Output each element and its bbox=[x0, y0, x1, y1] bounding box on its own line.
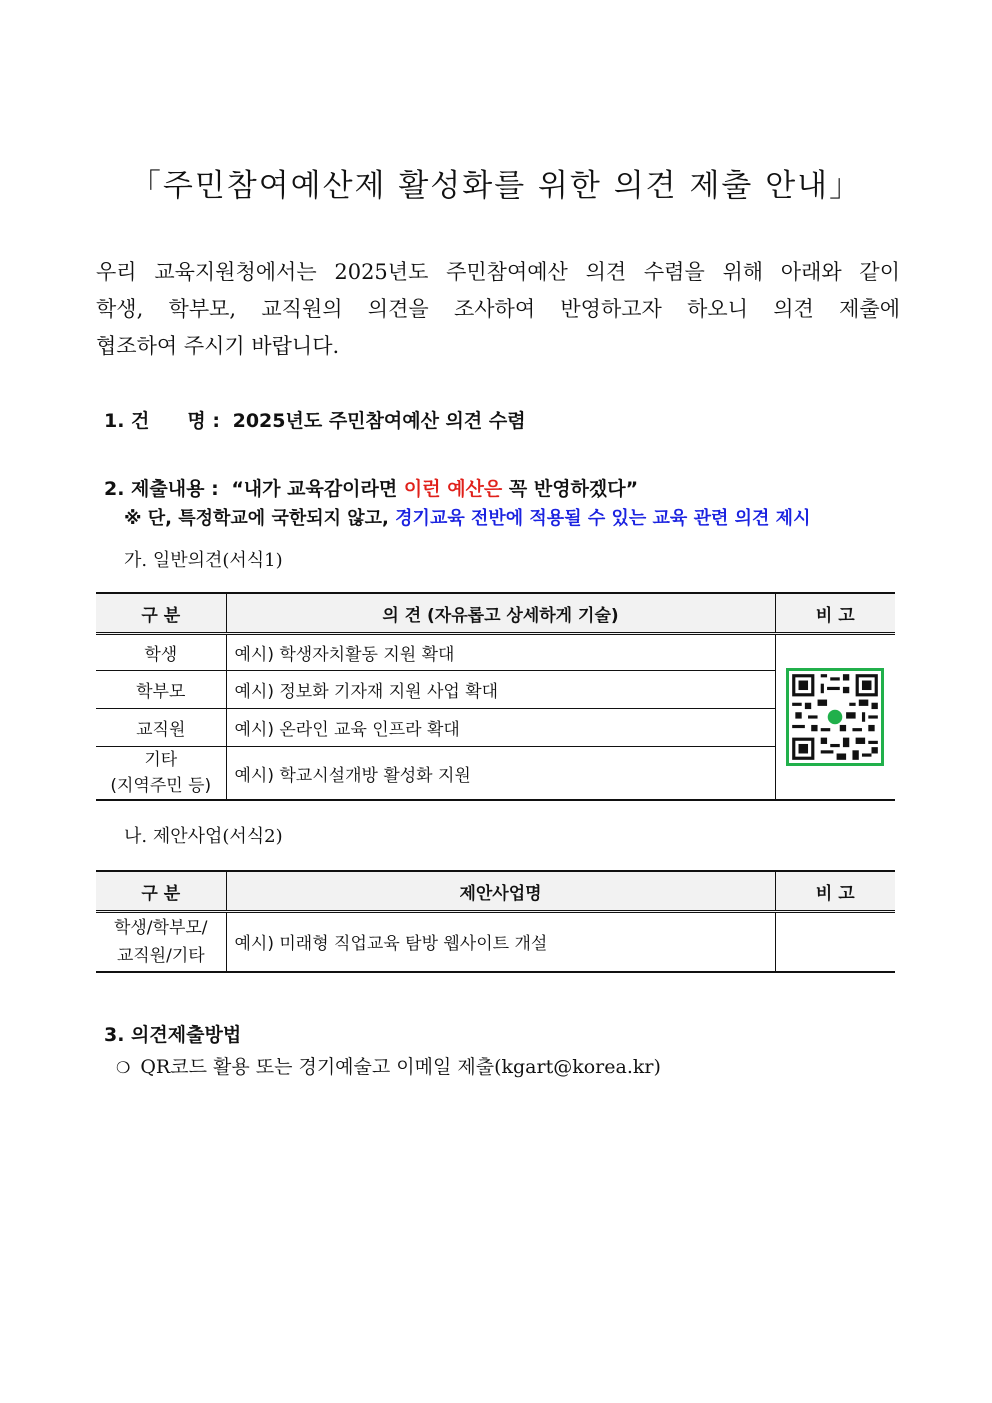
category-line: 교직원/기타 bbox=[116, 945, 205, 966]
note-text: ※ 단, 특정학교에 국한되지 않고, bbox=[124, 508, 396, 529]
section-3: 3. 의견제출방법 bbox=[104, 1024, 242, 1046]
quote-text-end: 꼭 반영하겠다” bbox=[502, 478, 639, 500]
category-line: 학생/학부모/ bbox=[113, 917, 208, 938]
submission-method bbox=[116, 1052, 661, 1079]
section-2 bbox=[104, 474, 638, 501]
section-2-label: 2. 제출내용 : bbox=[104, 478, 219, 500]
remarks-cell bbox=[775, 634, 895, 801]
opinion-cell: 예시) 학교시설개방 활성화 지원 bbox=[226, 747, 775, 801]
section-1-label: 1. 건 명 : bbox=[104, 410, 220, 432]
category-cell: 학부모 bbox=[96, 671, 226, 709]
opinion-cell: 예시) 학생자치활동 지원 확대 bbox=[226, 634, 775, 671]
intro-line: 학생, 학부모, 교직원의 의견을 조사하여 반영하고자 하오니 의견 제출에 bbox=[96, 297, 900, 321]
table-header: 비 고 bbox=[775, 871, 895, 912]
table-row bbox=[96, 912, 895, 972]
opinion-cell: 예시) 온라인 교육 인프라 확대 bbox=[226, 709, 775, 747]
remarks-cell bbox=[775, 912, 895, 972]
table-header: 비 고 bbox=[775, 593, 895, 634]
table-header: 제안사업명 bbox=[226, 871, 775, 912]
table-header: 구 분 bbox=[96, 871, 226, 912]
table-row bbox=[96, 634, 895, 671]
category-line: 기타 bbox=[144, 750, 178, 770]
category-cell bbox=[96, 747, 226, 801]
note-highlight: 경기교육 전반에 적용될 수 있는 교육 관련 의견 제시 bbox=[395, 508, 811, 529]
section-1 bbox=[104, 406, 526, 433]
category-line: (지역주민 등) bbox=[110, 776, 212, 796]
circle-bullet-icon: ❍ bbox=[116, 1058, 131, 1077]
table-header: 의 견 (자유롭고 상세하게 기술) bbox=[226, 593, 775, 634]
intro-line: 협조하여 주시기 바랍니다. bbox=[96, 334, 340, 358]
category-cell bbox=[96, 912, 226, 972]
table-header: 구 분 bbox=[96, 593, 226, 634]
intro-line: 우리 교육지원청에서는 2025년도 주민참여예산 의견 수렴을 위해 아래와 같이 bbox=[96, 260, 900, 284]
section-1-value: 2025년도 주민참여예산 의견 수렴 bbox=[232, 410, 526, 432]
opinion-cell: 예시) 정보화 기자재 지원 사업 확대 bbox=[226, 671, 775, 709]
quote-text: “내가 교육감이라면 bbox=[231, 478, 404, 500]
submission-text: QR코드 활용 또는 경기예술고 이메일 제출(kgart@korea.kr) bbox=[140, 1056, 661, 1078]
page-title: 「주민참여예산제 활성화를 위한 의견 제출 안내」 bbox=[129, 168, 863, 204]
general-opinion-table bbox=[96, 592, 895, 801]
qr-code-icon[interactable] bbox=[786, 668, 884, 766]
intro-paragraph bbox=[96, 254, 900, 365]
category-cell: 교직원 bbox=[96, 709, 226, 747]
proposal-table bbox=[96, 870, 895, 973]
category-cell: 학생 bbox=[96, 634, 226, 671]
subheading-proposal: 나. 제안사업(서식2) bbox=[124, 826, 283, 847]
proposal-cell: 예시) 미래형 직업교육 탐방 웹사이트 개설 bbox=[226, 912, 775, 972]
section-2-note bbox=[124, 504, 810, 530]
subheading-general: 가. 일반의견(서식1) bbox=[124, 550, 283, 571]
quote-highlight: 이런 예산은 bbox=[403, 478, 503, 500]
